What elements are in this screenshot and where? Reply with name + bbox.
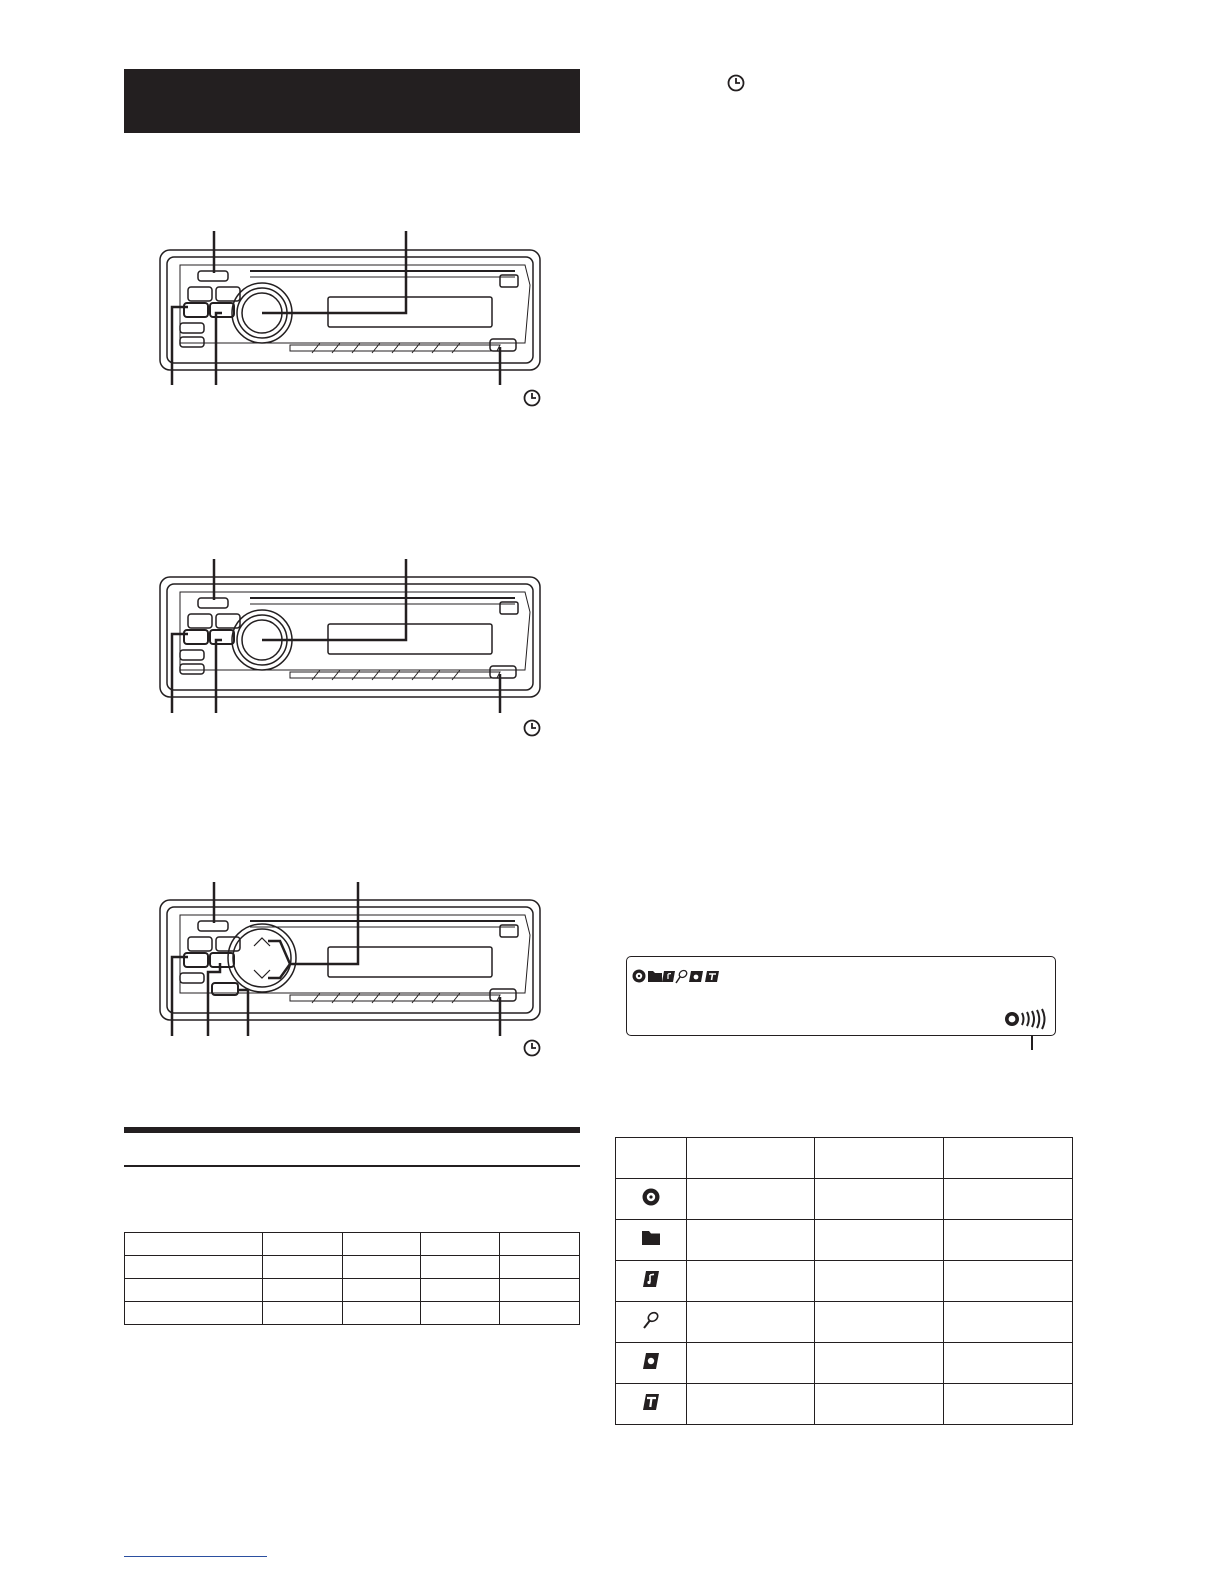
front-panel-figure-1 <box>140 225 560 415</box>
table-cell <box>686 1302 814 1343</box>
table-cell <box>686 1179 814 1220</box>
column-header <box>616 1138 687 1179</box>
table-cell <box>815 1343 943 1384</box>
table-row <box>616 1302 1073 1343</box>
column-header <box>943 1138 1072 1179</box>
table-cell <box>262 1302 342 1325</box>
table-cell <box>686 1343 814 1384</box>
table-cell <box>342 1233 421 1256</box>
table-cell <box>686 1384 814 1425</box>
album-icon <box>689 971 703 982</box>
table-cell <box>421 1233 500 1256</box>
clock-icon <box>525 1041 540 1056</box>
table-cell <box>943 1179 1072 1220</box>
clock-icon <box>726 73 746 93</box>
table-cell <box>342 1256 421 1279</box>
disc-icon <box>641 1187 661 1207</box>
clock-icon <box>525 391 540 406</box>
table-row <box>616 1384 1073 1425</box>
title-icon <box>641 1392 661 1412</box>
table-row <box>616 1179 1073 1220</box>
table-cell <box>125 1279 263 1302</box>
table-cell <box>500 1302 580 1325</box>
table-cell <box>943 1384 1072 1425</box>
table-cell <box>686 1261 814 1302</box>
microphone-icon <box>676 969 688 983</box>
microphone-icon <box>641 1310 661 1330</box>
table-cell <box>342 1302 421 1325</box>
table-cell <box>262 1279 342 1302</box>
table-cell <box>125 1233 263 1256</box>
lcd-display <box>626 956 1056 1036</box>
table-cell <box>125 1302 263 1325</box>
table-cell <box>815 1179 943 1220</box>
clock-icon <box>525 721 540 736</box>
callout-line <box>1031 1036 1033 1050</box>
table-cell <box>342 1279 421 1302</box>
front-panel-figure-3 <box>140 878 560 1068</box>
folder-icon <box>648 971 662 982</box>
table-cell <box>943 1261 1072 1302</box>
table-cell <box>686 1220 814 1261</box>
table-cell <box>421 1302 500 1325</box>
table-row <box>125 1256 580 1279</box>
table-cell <box>943 1343 1072 1384</box>
music-file-icon <box>662 971 675 982</box>
table-cell <box>500 1233 580 1256</box>
section-rule <box>124 1127 580 1133</box>
table-cell <box>262 1256 342 1279</box>
table-cell <box>943 1220 1072 1261</box>
table-row <box>125 1233 580 1256</box>
column-header <box>686 1138 814 1179</box>
table-cell <box>500 1256 580 1279</box>
table-row <box>125 1302 580 1325</box>
table-cell <box>815 1384 943 1425</box>
table-cell <box>262 1233 342 1256</box>
small-table <box>124 1232 580 1325</box>
table-cell <box>815 1302 943 1343</box>
front-panel-figure-2 <box>140 555 560 745</box>
table-cell <box>421 1279 500 1302</box>
table-cell <box>500 1279 580 1302</box>
section-underline <box>124 1165 580 1167</box>
folder-icon <box>641 1229 661 1247</box>
table-row <box>616 1261 1073 1302</box>
header-bar <box>124 69 580 133</box>
column-header <box>815 1138 943 1179</box>
album-icon <box>641 1351 661 1371</box>
table-row <box>125 1279 580 1302</box>
table-row <box>616 1220 1073 1261</box>
table-cell <box>421 1256 500 1279</box>
table-cell <box>943 1302 1072 1343</box>
table-row <box>616 1343 1073 1384</box>
icon-table <box>615 1137 1073 1425</box>
footer-link-underline <box>124 1556 267 1557</box>
table-cell <box>815 1220 943 1261</box>
disc-icon <box>633 970 646 983</box>
music-file-icon <box>641 1269 661 1289</box>
table-header-row <box>616 1138 1073 1179</box>
indicator-icon-strip <box>632 966 732 986</box>
bluetooth-signal-icon <box>1001 1007 1051 1031</box>
table-cell <box>815 1261 943 1302</box>
table-cell <box>125 1256 263 1279</box>
title-icon <box>705 971 719 982</box>
